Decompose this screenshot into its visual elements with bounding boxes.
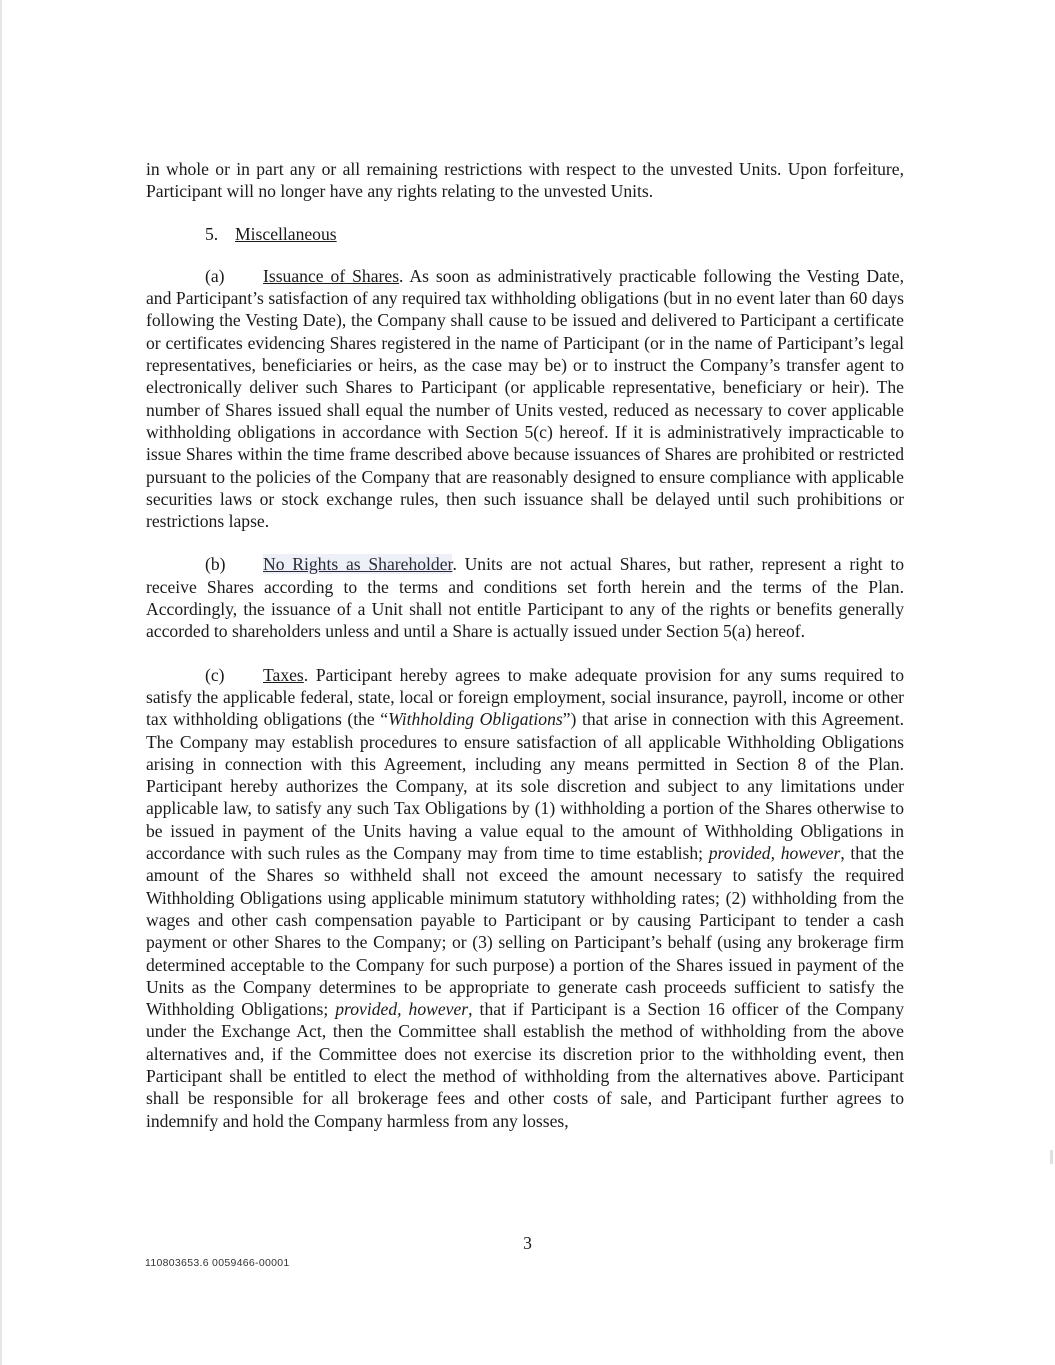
section-title: Miscellaneous <box>235 223 337 244</box>
document-body <box>146 158 904 1153</box>
paragraph-c-text-2: ”) that arise in connection with this Agreement. The Company may establish procedures to ensure satisfaction of all applicable Withholding Obligations arising in connection with this Agreement, including any means permitted in Section 8 of the Plan. Participant hereby authorizes the Company, at its sole discretion and subject to any limitations under applicable law, to satisfy any such Tax Obligations by (1) withholding a portion of the Shares otherwise to be issued in payment of the Units having a value equal to the amount of Withholding Obligations in accordance with such rules as the Company may from time to time establish; <box>146 709 904 864</box>
paragraph-c-text-3: , that the amount of the Shares so withheld shall not exceed the amount necessary to satisfy the required Withholding Obligations using applicable minimum statutory withholding rates; (2) withholding from the wages and other cash compensation payable to Participant or by causing Participant to tender a cash payment or other Shares to the Company; or (3) selling on Participant’s behalf (using any brokerage firm determined acceptable to the Company for such purpose) a portion of the Shares issued in payment of the Units as the Company determines to be appropriate to generate cash proceeds sufficient to satisfy the Withholding Obligations; <box>146 843 904 1020</box>
page-edge-line <box>0 0 2 1365</box>
paragraph-c-text-1: . Participant hereby agrees to make adequate provision for any sums required to satisfy the applicable federal, state, local or foreign employment, social insurance, payroll, income or other tax withholding obligations (the “ <box>146 664 904 730</box>
page-number: 3 <box>523 1233 532 1253</box>
paragraph-b-label: (b) <box>205 554 226 575</box>
paragraph-a-label: (a) <box>205 265 225 286</box>
proviso-2: provided, however <box>335 999 469 1020</box>
scan-mark <box>1050 1150 1053 1164</box>
paragraph-a-text: . As soon as administratively practicable following the Vesting Date, and Participant’s satisfaction of any required tax withholding obligations (but in no event later than 60 days following the Vesting Date), the Company shall cause to be issued and delivered to Participant a certificate or certificates evidencing Shares registered in the name of Participant (or in the name of Participant’s legal representatives, beneficiaries or heirs, as the case may be) or to instruct the Company’s transfer agent to electronically deliver such Shares to Participant (or applicable representative, beneficiary or heir). The number of Shares issued shall equal the number of Units vested, reduced as necessary to cover applicable withholding obligations in accordance with Section 5(c) hereof. If it is administratively impracticable to issue Shares within the time frame described above because issuances of Shares are prohibited or restricted pursuant to the policies of the Company that are reasonably designed to ensure compliance with applicable securities laws or stock exchange rules, then such issuance shall be delayed until such prohibitions or restrictions lapse. <box>146 265 904 532</box>
continuation-paragraph: in whole or in part any or all remaining restrictions with respect to the unvested Units. Upon forfeiture, Participant will no longer have any rights relating to the unvested Units. <box>146 159 904 202</box>
paragraph-c <box>146 664 904 1132</box>
paragraph-a-title: Issuance of Shares <box>263 265 400 286</box>
paragraph-c-label: (c) <box>205 664 225 685</box>
paragraph-b-text: . Units are not actual Shares, but rather, represent a right to receive Shares according to the terms and conditions set forth herein and the terms of the Plan. Accordingly, the issuance of a Unit shall not entitle Participant to any of the rights or benefits generally accorded to shareholders unless and until a Share is actually issued under Section 5(a) hereof. <box>146 554 905 642</box>
paragraph-a <box>146 265 904 533</box>
paragraph-b-title: No Rights as Shareholder <box>263 554 453 575</box>
defined-term-withholding-obligations: Withholding Obligations <box>388 709 563 730</box>
section-number: 5. <box>205 223 219 244</box>
paragraph-c-text-4: , that if Participant is a Section 16 officer of the Company under the Exchange Act, then the Committee shall establish the method of withholding from the above alternatives and, if the Committee does not exercise its discretion prior to the withholding event, then Participant shall be entitled to elect the method of withholding from the alternatives above. Participant shall be responsible for all brokerage fees and other costs of sale, and Participant further agrees to indemnify and hold the Company harmless from any losses, <box>146 999 904 1131</box>
section-heading <box>146 223 904 245</box>
document-id: 110803653.6 0059466-00001 <box>145 1257 290 1269</box>
paragraph-b <box>146 553 904 642</box>
paragraph-c-title: Taxes <box>263 664 304 685</box>
proviso-1: provided, however <box>708 843 841 864</box>
